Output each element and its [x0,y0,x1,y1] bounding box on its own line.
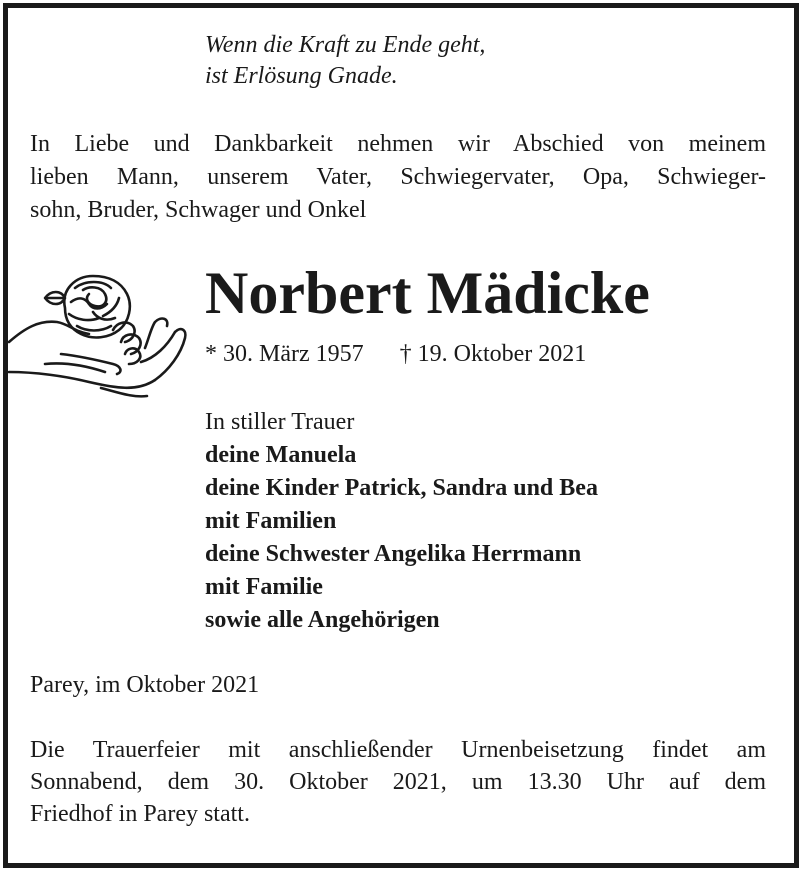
mourner-line: deine Kinder Patrick, Sandra und Bea [205,475,598,501]
life-dates [205,338,586,370]
intro-line-3: sohn, Bruder, Schwager und Onkel [30,197,367,223]
mourner-line: deine Manuela [205,442,357,468]
intro-text [30,128,766,227]
intro-line-2: lieben Mann, unserem Vater, Schwiegervater, Opa, Schwieger- [30,164,766,190]
funeral-line-1: Die Trauerfeier mit anschließender Urnenbeisetzung findet am [30,737,766,763]
funeral-line-2: Sonnabend, dem 30. Oktober 2021, um 13.30 Uhr auf dem [30,769,766,795]
mourner-line: mit Familien [205,508,337,534]
death-date: † 19. Oktober 2021 [399,341,587,367]
intro-line-1: In Liebe und Dankbarkeit nehmen wir Abschied von meinem [30,131,766,157]
mourners-block [205,406,598,637]
mourners-heading: In stiller Trauer [205,409,355,435]
funeral-notice [30,734,766,830]
mourner-line: deine Schwester Angelika Herrmann [205,541,582,567]
mourner-line: mit Familie [205,574,323,600]
motto [205,30,485,92]
place-and-date: Parey, im Oktober 2021 [30,672,260,698]
funeral-line-3: Friedhof in Parey statt. [30,801,250,827]
hand-holding-rose-icon [5,268,190,413]
deceased-name: Norbert Mädicke [205,260,650,326]
mourner-line: sowie alle Angehörigen [205,607,440,633]
birth-date: * 30. März 1957 [205,341,364,367]
motto-line-2: ist Erlösung Gnade. [205,63,398,89]
motto-line-1: Wenn die Kraft zu Ende geht, [205,32,486,58]
